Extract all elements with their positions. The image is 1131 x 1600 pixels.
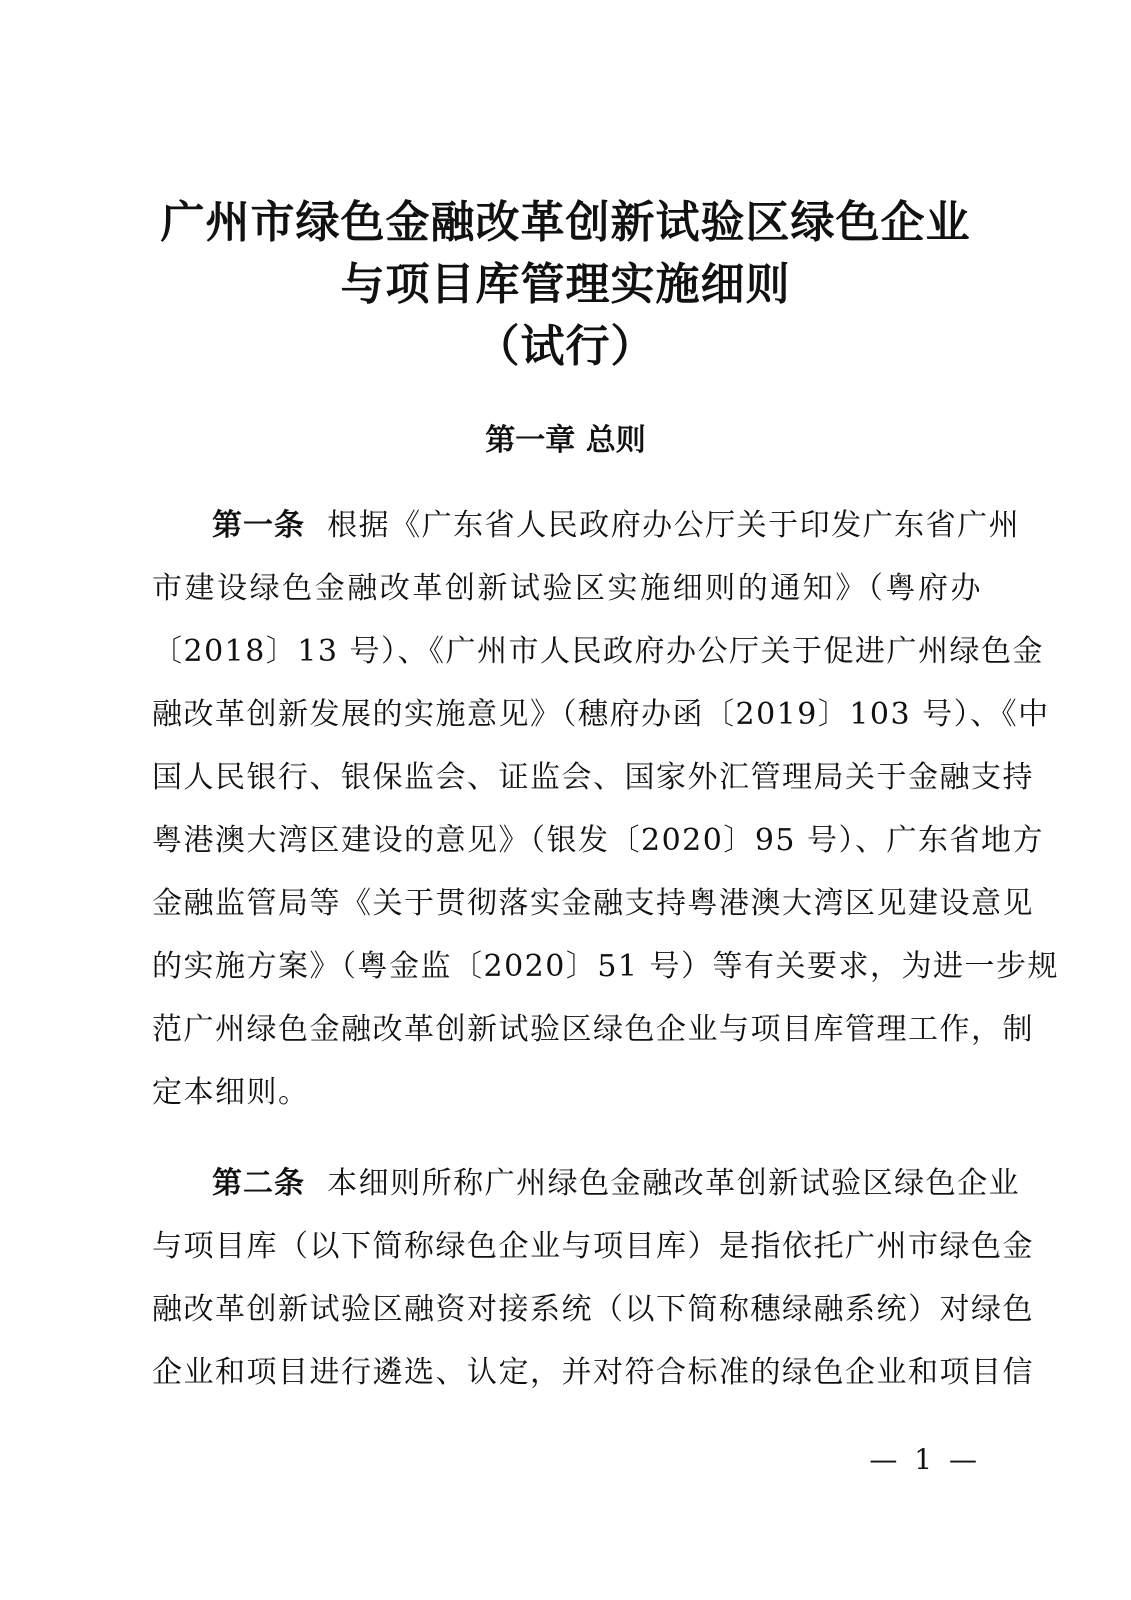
article-1-line: 的实施方案》（粤金监〔2020〕51 号）等有关要求，为进一步规 (152, 949, 1060, 984)
article-1-line: 市建设绿色金融改革创新试验区实施细则的通知》（粤府办 (152, 571, 982, 606)
document-title-line-1: 广州市绿色金融改革创新试验区绿色企业 (160, 197, 971, 248)
article-2-number: 第二条 (212, 1166, 305, 1201)
article-1-number: 第一条 (212, 508, 305, 543)
article-1-line: 定本细则。 (152, 1075, 310, 1110)
article-1-line: 〔2018〕13 号）、《广州市人民政府办公厅关于促进广州绿色金 (152, 634, 1045, 669)
article-1-line: 融改革创新发展的实施意见》（穗府办函〔2019〕103 号）、《中 (152, 697, 1050, 732)
page-number: — 1 — (869, 1443, 981, 1476)
article-2-line: 企业和项目进行遴选、认定，并对符合标准的绿色企业和项目信 (152, 1355, 1034, 1390)
article-1-line: 范广州绿色金融改革创新试验区绿色企业与项目库管理工作，制 (152, 1012, 1034, 1047)
article-1-first-line (212, 497, 1021, 555)
article-1-line: 金融监管局等《关于贯彻落实金融支持粤港澳大湾区见建设意见 (152, 886, 1034, 921)
document-title-line-2: 与项目库管理实施细则 (340, 259, 791, 310)
article-2-line: 融改革创新试验区融资对接系统（以下简称穗绿融系统）对绿色 (152, 1292, 1034, 1327)
article-1-text: 根据《广东省人民政府办公厅关于印发广东省广州 (327, 508, 1021, 543)
article-2-first-line (212, 1155, 1021, 1213)
chapter-heading: 第一章 总则 (485, 423, 646, 458)
article-1-line: 粤港澳大湾区建设的意见》（银发〔2020〕95 号）、广东省地方 (152, 823, 1045, 858)
article-1-line: 国人民银行、银保监会、证监会、国家外汇管理局关于金融支持 (152, 760, 1034, 795)
document-title-trial: （试行） (475, 321, 656, 372)
article-2-text: 本细则所称广州绿色金融改革创新试验区绿色企业 (327, 1166, 1021, 1201)
article-2-line: 与项目库（以下简称绿色企业与项目库）是指依托广州市绿色金 (152, 1229, 1034, 1264)
